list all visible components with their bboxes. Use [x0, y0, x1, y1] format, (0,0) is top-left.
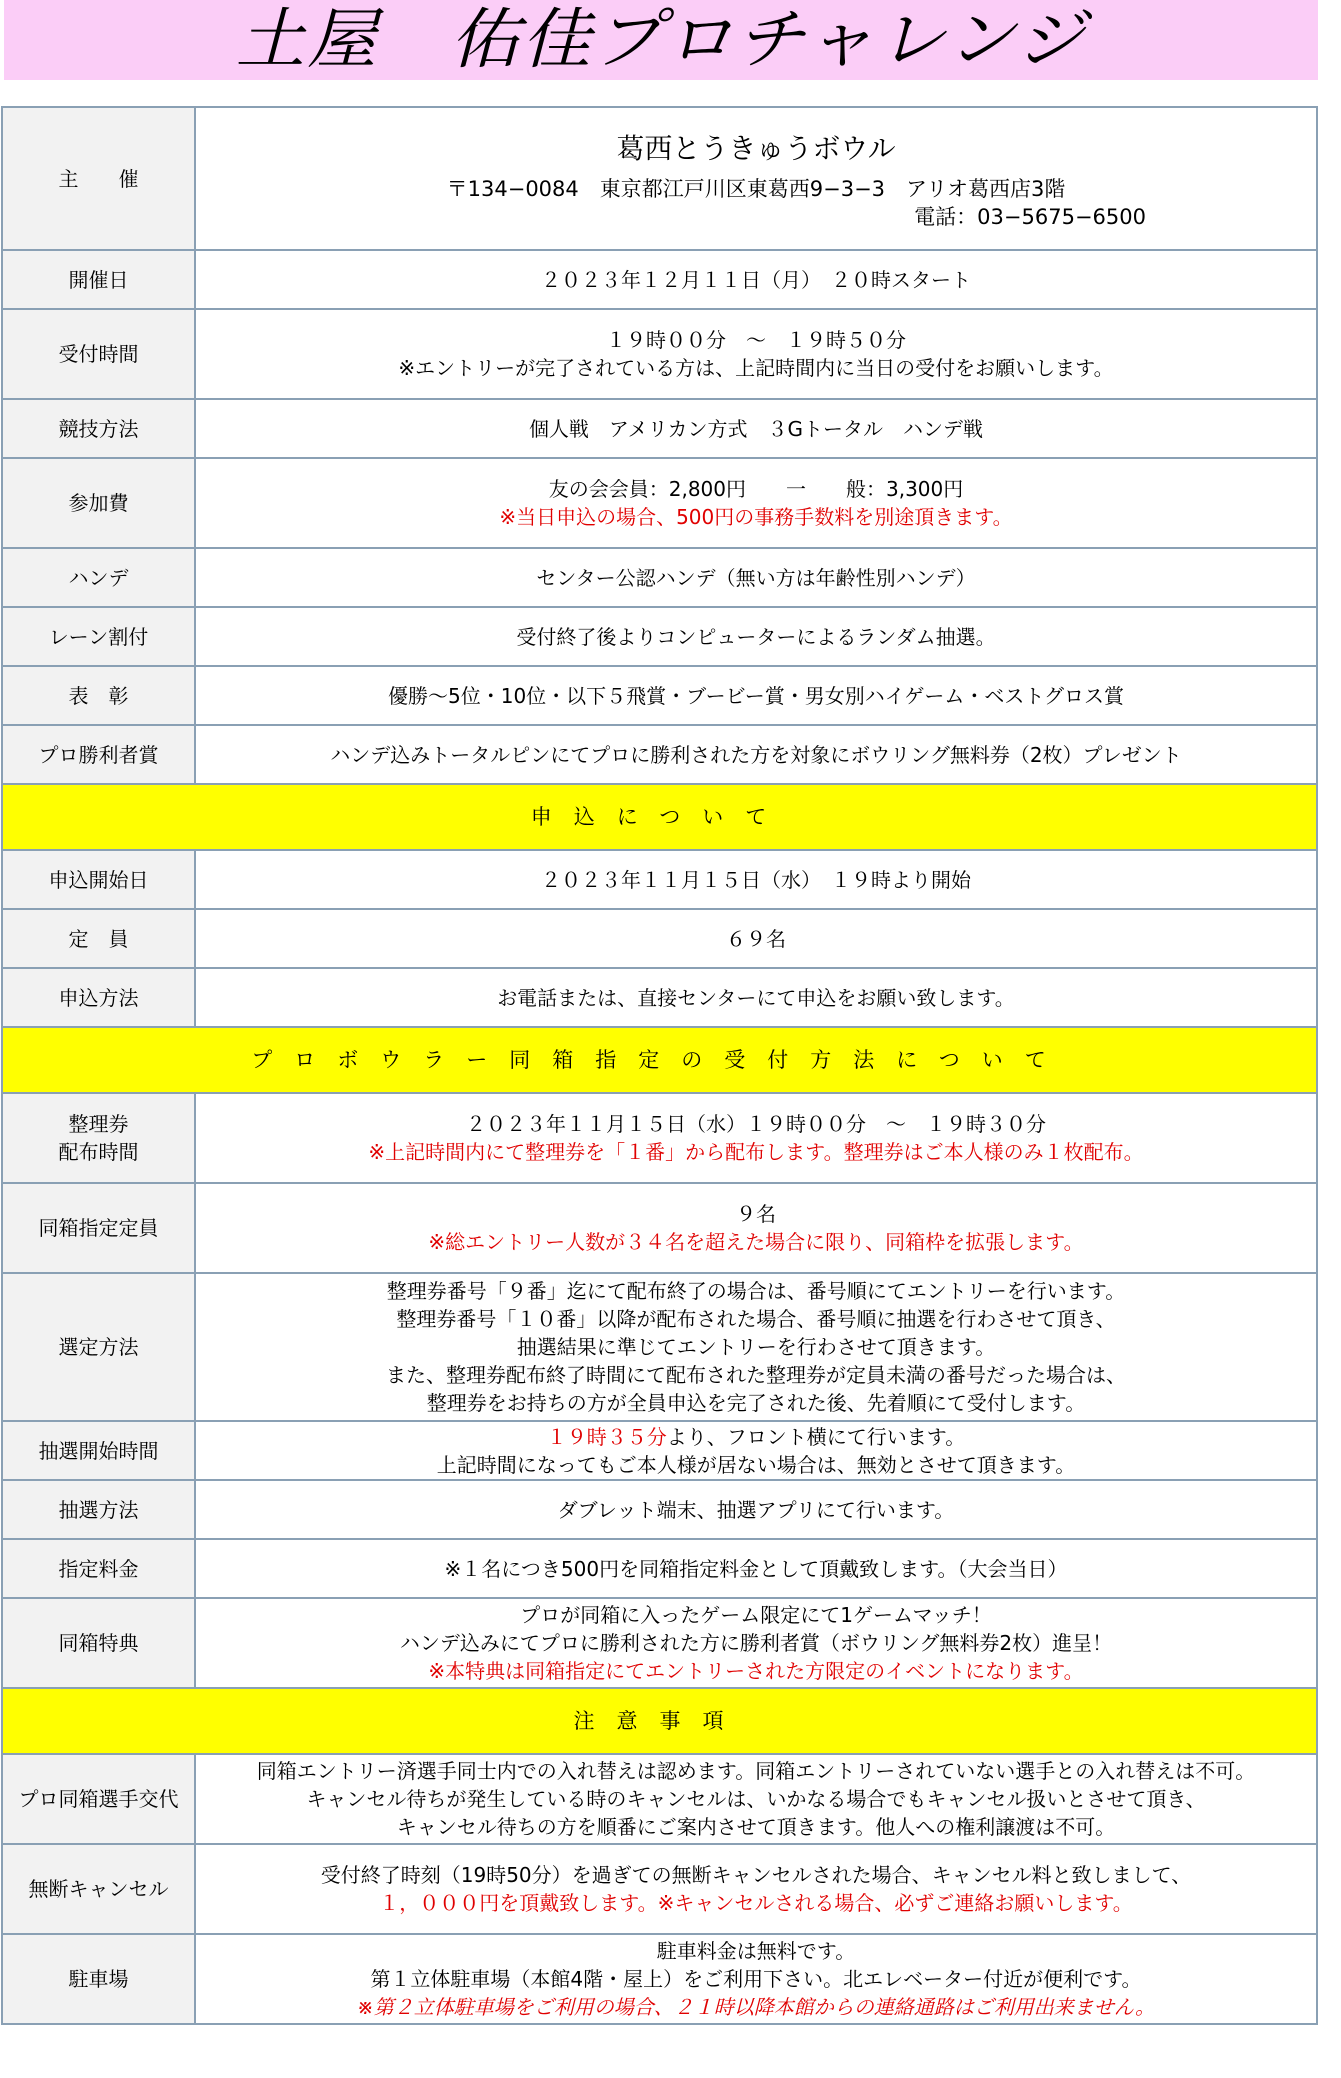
content-line — [196, 127, 1316, 171]
info-row — [2, 1754, 1317, 1844]
row-content — [195, 548, 1317, 607]
section-pro — [2, 1027, 1317, 1093]
content-line — [196, 1555, 1316, 1583]
info-row — [2, 1273, 1317, 1421]
content-line — [196, 682, 1316, 710]
line-text: 抽選結果に準じてエントリーを行わさせて頂きます。 — [516, 1335, 996, 1359]
line-text: 整理券番号「１０番」以降が配布された場合、番号順に抽選を行わさせて頂き、 — [396, 1307, 1116, 1331]
row-label: 申込方法 — [2, 968, 195, 1027]
content-line — [196, 475, 1316, 503]
line-text: ※当日申込の場合、500円の事務手数料を別途頂きます。 — [499, 505, 1013, 529]
row-content — [195, 1934, 1317, 2024]
info-row — [2, 1183, 1317, 1273]
line-text: 上記時間になってもご本人様が居ない場合は、無効とさせて頂きます。 — [436, 1452, 1076, 1477]
row-label: 同箱指定定員 — [2, 1183, 195, 1273]
content-line — [196, 564, 1316, 592]
info-row — [2, 607, 1317, 666]
info-row — [2, 666, 1317, 725]
line-text: また、整理券配布終了時間にて配布された整理券が定員未満の番号だった場合は、 — [386, 1363, 1126, 1387]
row-label: ハンデ — [2, 548, 195, 607]
line-text: お電話または、直接センターにて申込をお願い致します。 — [497, 985, 1015, 1010]
line-text: ハンデ込みにてプロに勝利された方に勝利者賞（ボウリング無料券2枚）進呈！ — [399, 1631, 1113, 1655]
info-row — [2, 250, 1317, 309]
content-line — [196, 354, 1316, 382]
line-text: プロが同箱に入ったゲーム限定にて1ゲームマッチ！ — [520, 1603, 992, 1627]
line-text: 第１立体駐車場（本館4階・屋上）をご利用下さい。北エレベーター付近が便利です。 — [370, 1967, 1142, 1991]
row-content — [195, 458, 1317, 548]
row-label: 参加費 — [2, 458, 195, 548]
content-line — [196, 266, 1316, 294]
row-label: 受付時間 — [2, 309, 195, 399]
row-label: 定 員 — [2, 909, 195, 968]
title-banner — [4, 0, 1318, 80]
line-text: 電話：03−5675−6500 — [914, 204, 1146, 229]
line-text: ２０２３年１２月１１日（月） ２０時スタート — [541, 267, 971, 292]
info-row — [2, 458, 1317, 548]
event-info-table — [1, 106, 1318, 2025]
info-row — [2, 399, 1317, 458]
line-text: 〒134−0084 東京都江戸川区東葛西9−3−3 アリオ葛西店3階 — [446, 176, 1066, 201]
content-line — [196, 1937, 1316, 1965]
content-line — [196, 1785, 1316, 1813]
row-content — [195, 1273, 1317, 1421]
info-row — [2, 1844, 1317, 1934]
info-row — [2, 1421, 1317, 1480]
row-content — [195, 107, 1317, 250]
section-notes — [2, 1688, 1317, 1754]
line-text: ９名 — [736, 1202, 776, 1226]
line-text: ６９名 — [726, 926, 786, 951]
line-text: 葛西とうきゅうボウル — [616, 131, 896, 165]
line-text: 整理券番号「９番」迄にて配布終了の場合は、番号順にてエントリーを行います。 — [386, 1279, 1126, 1303]
row-content — [195, 1480, 1317, 1539]
row-content — [195, 1598, 1317, 1688]
row-content — [195, 666, 1317, 725]
row-label: 主 催 — [2, 107, 195, 250]
content-line — [196, 1496, 1316, 1524]
content-line — [196, 1757, 1316, 1785]
content-line — [196, 984, 1316, 1012]
content-line — [196, 415, 1316, 443]
section-heading: 注意事項 — [2, 1688, 1317, 1754]
info-row — [2, 309, 1317, 399]
content-line — [196, 503, 1316, 531]
content-line — [196, 1361, 1316, 1389]
row-content — [195, 1183, 1317, 1273]
line-text: ※第２立体駐車場をご利用の場合、２１時以降本館からの連絡通路はご利用出来ません。 — [357, 1995, 1155, 2019]
row-content — [195, 1093, 1317, 1183]
row-label: 抽選開始時間 — [2, 1421, 195, 1480]
content-line — [196, 925, 1316, 953]
line-text: 整理券をお持ちの方が全員申込を完了された後、先着順にて受付します。 — [426, 1391, 1086, 1415]
row-label: 申込開始日 — [2, 850, 195, 909]
section-heading: 申込について — [2, 784, 1317, 850]
row-label: 無断キャンセル — [2, 1844, 195, 1934]
line-text: 個人戦 アメリカン方式 ３Gトータル ハンデ戦 — [528, 416, 984, 441]
line-text: １９時３５分 — [546, 1424, 667, 1449]
info-row — [2, 1093, 1317, 1183]
row-content — [195, 607, 1317, 666]
row-label: 駐車場 — [2, 1934, 195, 2024]
content-line — [196, 623, 1316, 651]
info-row — [2, 850, 1317, 909]
row-content — [195, 1539, 1317, 1598]
line-suffix: より、フロント横にて行います。 — [666, 1424, 966, 1449]
row-content — [195, 309, 1317, 399]
row-label: 整理券 配布時間 — [2, 1093, 195, 1183]
row-content — [195, 1754, 1317, 1844]
info-row — [2, 725, 1317, 784]
content-line — [196, 1451, 1316, 1479]
line-text: キャンセル待ちの方を順番にご案内させて頂きます。他人への権利譲渡は不可。 — [396, 1815, 1116, 1839]
info-row — [2, 909, 1317, 968]
line-text: ※上記時間内にて整理券を「１番」から配布します。整理券はご本人様のみ１枚配布。 — [368, 1140, 1144, 1164]
row-content — [195, 399, 1317, 458]
info-row — [2, 1539, 1317, 1598]
content-line — [196, 203, 1316, 231]
line-text: ※総エントリー人数が３４名を超えた場合に限り、同箱枠を拡張します。 — [428, 1230, 1084, 1254]
row-content — [195, 968, 1317, 1027]
info-row — [2, 1480, 1317, 1539]
line-text: ダブレット端末、抽選アプリにて行います。 — [557, 1497, 955, 1522]
content-line — [196, 1993, 1316, 2021]
row-content — [195, 250, 1317, 309]
row-label: 抽選方法 — [2, 1480, 195, 1539]
content-line — [196, 1277, 1316, 1305]
content-line — [196, 171, 1316, 203]
content-line — [196, 1813, 1316, 1841]
content-line — [196, 1861, 1316, 1889]
content-line — [196, 1601, 1316, 1629]
line-text: ※エントリーが完了されている方は、上記時間内に当日の受付をお願いします。 — [398, 356, 1114, 380]
row-content — [195, 725, 1317, 784]
section-heading: プロボウラー同箱指定の受付方法について — [2, 1027, 1317, 1093]
row-label: 開催日 — [2, 250, 195, 309]
info-row — [2, 548, 1317, 607]
line-text: ※１名につき500円を同箱指定料金として頂戴致します。（大会当日） — [444, 1556, 1068, 1581]
row-label: プロ同箱選手交代 — [2, 1754, 195, 1844]
line-text: １，０００円を頂戴致します。※キャンセルされる場合、必ずご連絡お願いします。 — [379, 1891, 1133, 1915]
info-row — [2, 1598, 1317, 1688]
content-line — [196, 1110, 1316, 1138]
line-text: ※本特典は同箱指定にてエントリーされた方限定のイベントになります。 — [428, 1659, 1084, 1683]
content-line — [196, 741, 1316, 769]
info-row — [2, 968, 1317, 1027]
section-apply — [2, 784, 1317, 850]
row-label: 同箱特典 — [2, 1598, 195, 1688]
line-text: 優勝～5位・10位・以下５飛賞・ブービー賞・男女別ハイゲーム・ベストグロス賞 — [388, 683, 1124, 708]
content-line — [196, 326, 1316, 354]
content-line — [196, 1138, 1316, 1166]
content-line — [196, 1423, 1316, 1451]
row-content — [195, 909, 1317, 968]
content-line — [196, 1333, 1316, 1361]
info-row — [2, 1934, 1317, 2024]
line-text: ２０２３年１１月１５日（水）１９時００分 ～ １９時３０分 — [466, 1112, 1046, 1136]
line-text: 同箱エントリー済選手同士内での入れ替えは認めます。同箱エントリーされていない選手との入れ替えは不可。 — [256, 1759, 1256, 1783]
row-label: 表 彰 — [2, 666, 195, 725]
content-line — [196, 1889, 1316, 1917]
row-label: 競技方法 — [2, 399, 195, 458]
line-text: ２０２３年１１月１５日（水） １９時より開始 — [541, 867, 971, 892]
content-line — [196, 1965, 1316, 1993]
line-text: 受付終了時刻（19時50分）を過ぎての無断キャンセルされた場合、キャンセル料と致しまして、 — [320, 1863, 1192, 1887]
content-line — [196, 1629, 1316, 1657]
content-line — [196, 1305, 1316, 1333]
content-line — [196, 1389, 1316, 1417]
content-line — [196, 1228, 1316, 1256]
line-text: センター公認ハンデ（無い方は年齢性別ハンデ） — [536, 565, 976, 590]
content-line — [196, 866, 1316, 894]
row-content — [195, 850, 1317, 909]
row-label: レーン割付 — [2, 607, 195, 666]
info-row — [2, 107, 1317, 250]
row-content — [195, 1844, 1317, 1934]
line-text: １９時００分 ～ １９時５０分 — [606, 328, 906, 352]
content-line — [196, 1200, 1316, 1228]
content-line — [196, 1657, 1316, 1685]
row-content — [195, 1421, 1317, 1480]
line-text: 駐車料金は無料です。 — [656, 1939, 856, 1963]
line-text: ハンデ込みトータルピンにてプロに勝利された方を対象にボウリング無料券（2枚）プレゼント — [330, 742, 1182, 767]
line-text: キャンセル待ちが発生している時のキャンセルは、いかなる場合でもキャンセル扱いとさせて頂き、 — [306, 1787, 1206, 1811]
row-label: プロ勝利者賞 — [2, 725, 195, 784]
row-label: 指定料金 — [2, 1539, 195, 1598]
page-title: 土屋 佑佳プロチャレンジ — [235, 1, 1087, 78]
line-text: 受付終了後よりコンピューターによるランダム抽選。 — [516, 624, 996, 649]
row-label: 選定方法 — [2, 1273, 195, 1421]
line-text: 友の会会員：2,800円 一 般：3,300円 — [548, 477, 964, 501]
